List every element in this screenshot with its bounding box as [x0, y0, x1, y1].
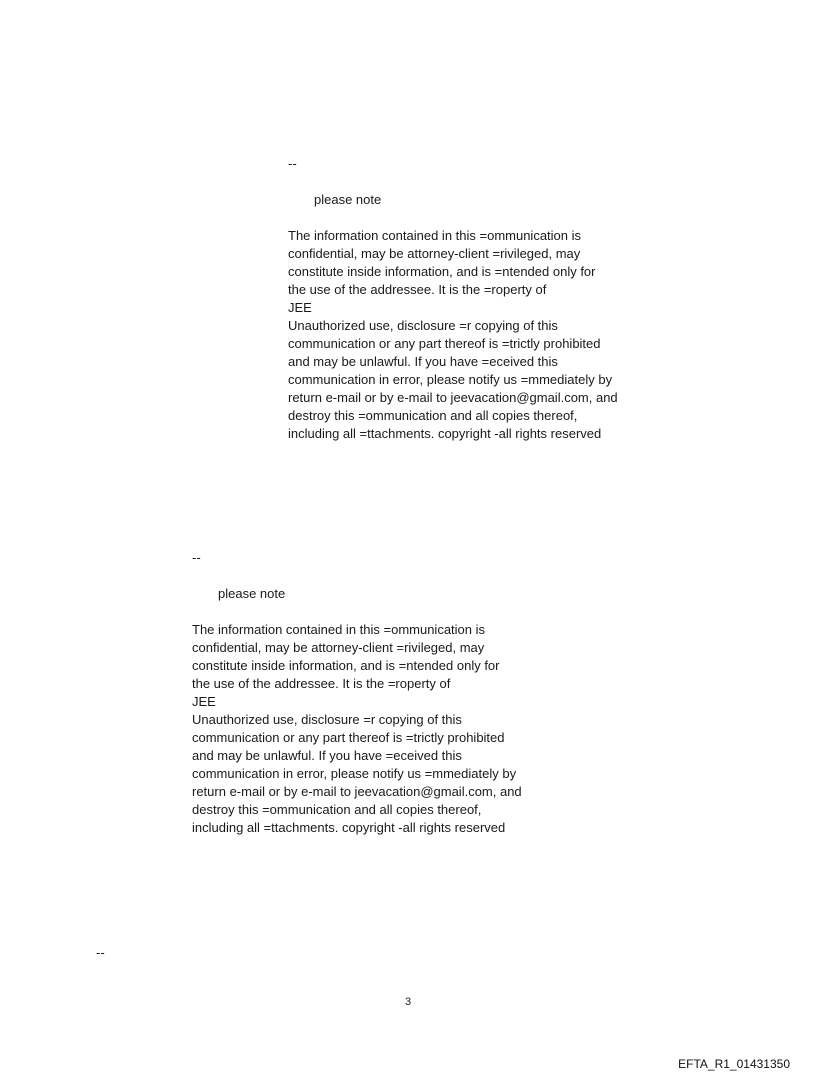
notice-line: confidential, may be attorney-client =rivileged, may — [192, 640, 485, 655]
notice-line: communication in error, please notify us =mmediately by — [288, 372, 613, 387]
notice-line: including all =ttachments. copyright -all rights reserved — [288, 426, 602, 441]
confidentiality-notice — [192, 621, 522, 837]
notice-line: constitute inside information, and is =ntended only for — [192, 658, 500, 673]
notice-line: Unauthorized use, disclosure =r copying of this — [288, 318, 558, 333]
signature-separator: -- — [192, 550, 201, 565]
document-id: EFTA_R1_01431350 — [678, 1057, 790, 1071]
notice-line: communication or any part thereof is =trictly prohibited — [288, 336, 601, 351]
notice-line: and may be unlawful. If you have =eceived this — [192, 748, 462, 763]
signature-block — [192, 549, 522, 837]
notice-line: the use of the addressee. It is the =roperty of — [288, 282, 547, 297]
please-note-label: please note — [218, 586, 286, 601]
notice-line: The information contained in this =ommunication is — [288, 228, 582, 243]
final-separator: -- — [96, 945, 105, 960]
notice-line: confidential, may be attorney-client =rivileged, may — [288, 246, 581, 261]
notice-line: communication in error, please notify us =mmediately by — [192, 766, 517, 781]
notice-line: The information contained in this =ommunication is — [192, 622, 486, 637]
notice-line: return e-mail or by e-mail to jeevacation@gmail.com, and — [288, 390, 618, 405]
notice-line: Unauthorized use, disclosure =r copying of this — [192, 712, 462, 727]
page-number: 3 — [404, 996, 412, 1008]
notice-line: including all =ttachments. copyright -all rights reserved — [192, 820, 506, 835]
notice-line: return e-mail or by e-mail to jeevacation@gmail.com, and — [192, 784, 522, 799]
signature-block-indented — [288, 155, 618, 443]
please-note-label: please note — [314, 192, 382, 207]
signature-separator: -- — [288, 156, 297, 171]
notice-line: destroy this =ommunication and all copies thereof, — [288, 408, 578, 423]
notice-line: communication or any part thereof is =trictly prohibited — [192, 730, 505, 745]
notice-line: JEE — [192, 694, 216, 709]
notice-line: constitute inside information, and is =ntended only for — [288, 264, 596, 279]
notice-line: the use of the addressee. It is the =roperty of — [192, 676, 451, 691]
notice-line: JEE — [288, 300, 312, 315]
notice-line: and may be unlawful. If you have =eceived this — [288, 354, 558, 369]
confidentiality-notice — [288, 227, 618, 443]
notice-line: destroy this =ommunication and all copies thereof, — [192, 802, 482, 817]
